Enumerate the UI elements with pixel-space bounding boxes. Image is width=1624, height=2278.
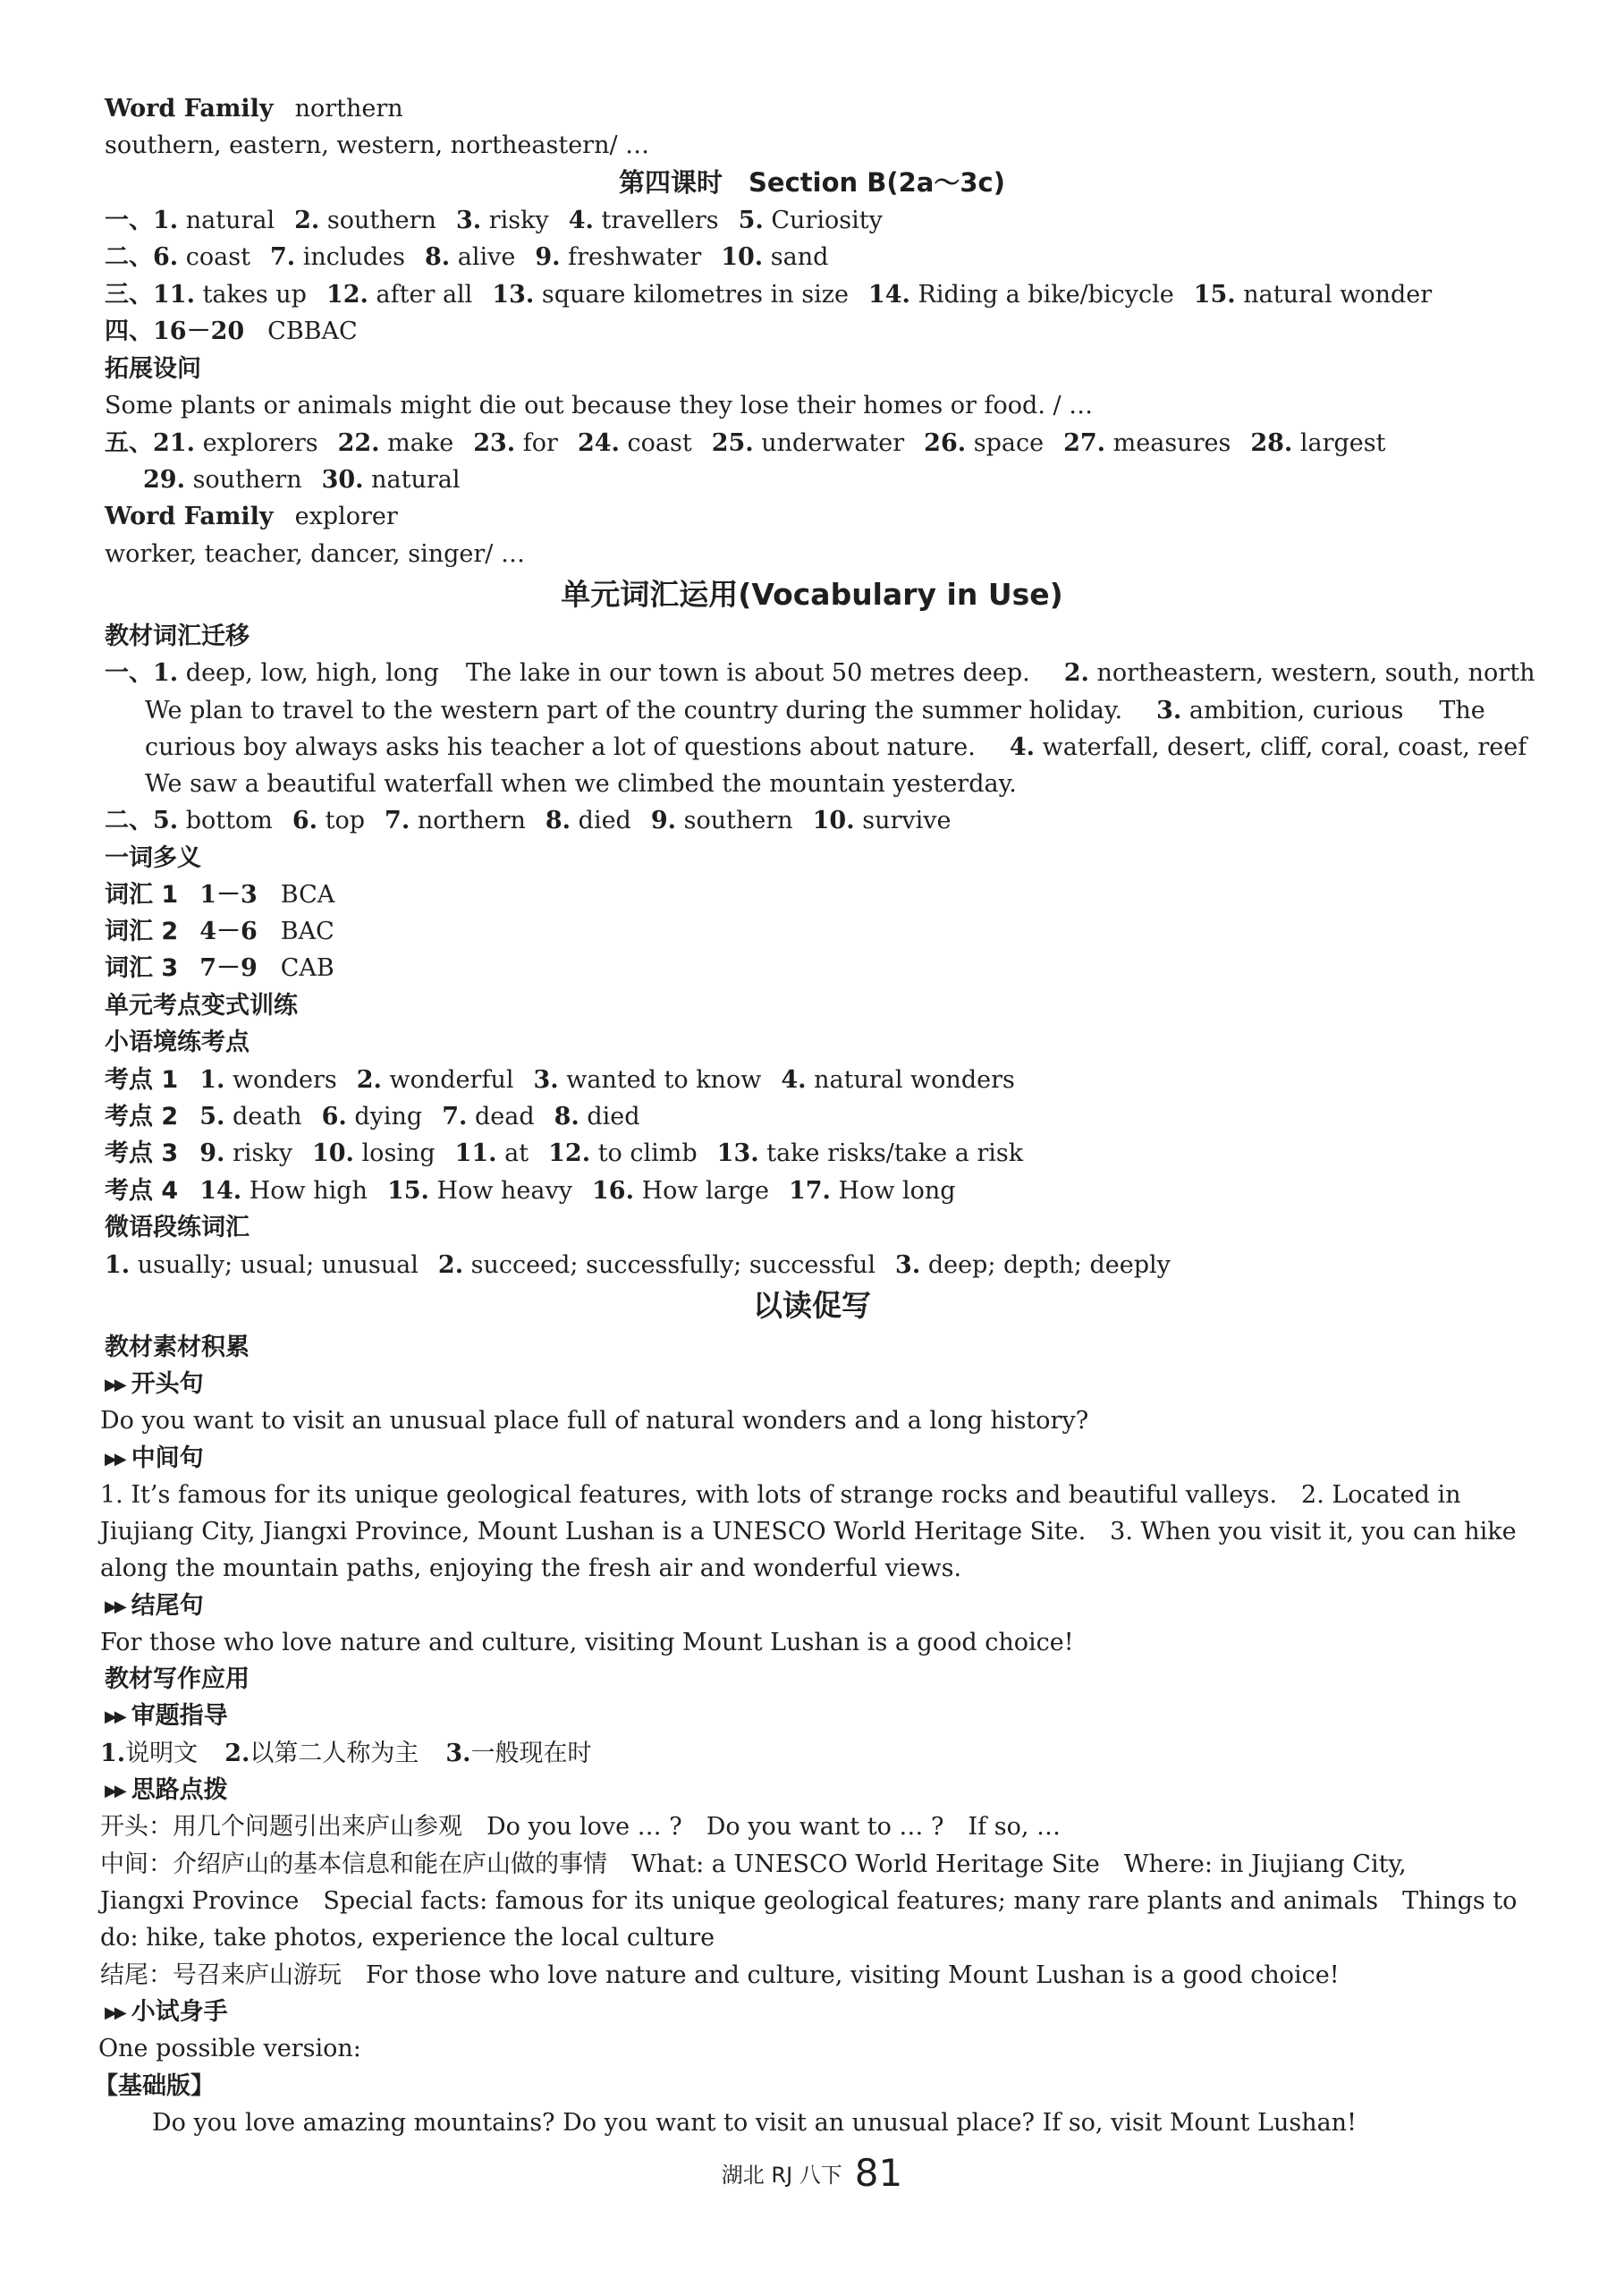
- exam-point-row: [105, 1173, 956, 1209]
- answer-number: 9.: [535, 243, 561, 271]
- answer-item: [326, 281, 472, 309]
- answer-item: [651, 807, 793, 834]
- micro-paragraph-answers: [105, 1248, 1171, 1283]
- guide-items: [100, 1736, 592, 1772]
- answer-text: space: [966, 429, 1045, 457]
- answer-text: take risks/take a risk: [758, 1139, 1024, 1167]
- lesson4-title: 第四课时 Section B(2a～3c): [619, 167, 1005, 198]
- answer-item: [717, 1139, 1023, 1167]
- answer-number: 4.: [568, 207, 594, 234]
- row-prefix: 一、: [105, 207, 153, 234]
- answer-text: alive: [450, 243, 516, 271]
- answer-number: 2.: [437, 1251, 464, 1279]
- answer-text: natural: [363, 466, 461, 494]
- answer-item: [385, 807, 526, 834]
- answer-text: northeastern, western, south, north: [1096, 659, 1535, 687]
- answer-number: 3.: [1156, 697, 1182, 724]
- answer-number: 9.: [650, 807, 677, 834]
- double-triangle-icon: ▶▶: [105, 1376, 124, 1394]
- answer-text: succeed; successfully; successful: [463, 1251, 876, 1279]
- answer-text: Curiosity: [763, 207, 883, 234]
- transfer-line-4: We saw a beautiful waterfall when we climbed the mountain yesterday.: [145, 770, 1017, 798]
- lesson4-row-1: [105, 203, 883, 239]
- example-sentence: The lake in our town is about 50 metres deep.: [465, 659, 1030, 687]
- idea-heading: [105, 1773, 228, 1809]
- answer-number: 2.: [1063, 659, 1089, 687]
- answer-number: 7－9: [199, 954, 258, 982]
- row-prefix: 二、: [105, 243, 153, 271]
- answer-text: largest: [1292, 429, 1386, 457]
- answer-number: 2.: [294, 207, 320, 234]
- answer-item: [442, 1103, 534, 1131]
- answer-text: How high: [241, 1177, 368, 1205]
- answer-item: [153, 243, 250, 271]
- example-sentence: curious boy always asks his teacher a lot of questions about nature.: [145, 733, 976, 761]
- accumulation-label: 教材素材积累: [105, 1334, 250, 1361]
- answer-number: 8.: [545, 807, 571, 834]
- answer-number: 2.: [224, 1740, 250, 1767]
- polysemy-item-label: 词汇 3: [105, 954, 179, 982]
- answer-item: [438, 1251, 875, 1279]
- answer-number: 12.: [548, 1139, 591, 1167]
- vocab-title: 单元词汇运用(Vocabulary in Use): [561, 577, 1063, 612]
- answer-number: 11.: [153, 281, 195, 309]
- opening-text: Do you want to visit an unusual place full of natural wonders and a long history?: [100, 1407, 1089, 1435]
- answer-text: waterfall, desert, cliff, coral, coast, reef: [1042, 733, 1527, 761]
- answer-number: 10.: [311, 1139, 354, 1167]
- answer-item: [294, 207, 436, 234]
- word-family-label: Word Family: [105, 503, 274, 530]
- answer-text: BAC: [280, 918, 334, 945]
- double-triangle-icon: ▶▶: [105, 1782, 124, 1800]
- idea-line: 中间：介绍庐山的基本信息和能在庐山做的事情 What: a UNESCO World Heritage Site Where: in Jiujiang City,: [100, 1850, 1407, 1878]
- answer-text: freshwater: [560, 243, 702, 271]
- exam-point-label: 考点 3: [105, 1139, 179, 1167]
- answer-item: [153, 429, 318, 457]
- polysemy-label: 一词多义: [105, 844, 201, 872]
- answer-number: 3.: [533, 1066, 559, 1094]
- answer-number: 8.: [554, 1103, 579, 1131]
- answer-text: travellers: [593, 207, 719, 234]
- answer-text: southern: [319, 207, 436, 234]
- answer-item: [1063, 429, 1231, 457]
- answer-item: [153, 207, 275, 234]
- answer-text: CAB: [280, 954, 334, 982]
- answer-item: [548, 1139, 698, 1167]
- answer-number: 14.: [199, 1177, 242, 1205]
- word-family-root: explorer: [294, 503, 398, 530]
- answer-number: 1.: [153, 659, 179, 687]
- row-prefix: 一、: [105, 659, 153, 687]
- answer-item: [338, 429, 454, 457]
- double-triangle-icon: ▶▶: [105, 2003, 124, 2022]
- answer-number: 16－20: [153, 318, 245, 345]
- answer-text: coast: [178, 243, 250, 271]
- exam-point-row: [105, 1063, 1015, 1098]
- answer-number: 23.: [473, 429, 516, 457]
- answer-item: [1250, 429, 1385, 457]
- answer-item: [924, 429, 1044, 457]
- answer-text: top: [317, 807, 366, 834]
- answer-text: CBBAC: [267, 318, 358, 345]
- example-sentence: We plan to travel to the western part of the country during the summer holiday.: [145, 697, 1123, 724]
- answer-number: 3.: [445, 1740, 471, 1767]
- answer-item: [425, 243, 515, 271]
- transfer-line-3: [145, 730, 1527, 766]
- answer-number: 7.: [269, 243, 296, 271]
- answer-number: 10.: [721, 243, 764, 271]
- answer-text: dying: [346, 1103, 423, 1131]
- lesson4-row-2: [105, 240, 828, 275]
- answer-number: 13.: [716, 1139, 759, 1167]
- answer-number: 6.: [321, 1103, 347, 1131]
- answer-text: BCA: [280, 881, 335, 909]
- answer-item: [153, 807, 273, 834]
- answer-number: 14.: [867, 281, 910, 309]
- answer-item: [322, 1103, 423, 1131]
- exam-point-label: 考点 1: [105, 1066, 179, 1094]
- polysemy-item-label: 词汇 1: [105, 881, 179, 909]
- answer-number: 1－3: [199, 881, 258, 909]
- answer-number: 4－6: [199, 918, 258, 945]
- answer-item: [535, 243, 701, 271]
- answer-item: [357, 1066, 514, 1094]
- exam-point-row: [105, 1136, 1023, 1172]
- exam-point-answers: [199, 1103, 639, 1131]
- transfer-line-2: [145, 693, 1485, 729]
- answer-item: [712, 429, 904, 457]
- answer-text: natural wonder: [1235, 281, 1433, 309]
- answer-text: to climb: [590, 1139, 698, 1167]
- lesson4-row-5b: [143, 462, 461, 498]
- answer-text: died: [579, 1103, 640, 1131]
- double-triangle-icon: ▶▶: [105, 1597, 124, 1616]
- answer-text: risky: [224, 1139, 292, 1167]
- basic-version-label: 【基础版】: [94, 2072, 215, 2100]
- answer-item: [578, 429, 692, 457]
- answer-text: for: [515, 429, 558, 457]
- polysemy-row: [105, 877, 334, 913]
- answer-text: deep, low, high, long: [185, 659, 439, 687]
- row-prefix: 四、: [105, 318, 153, 345]
- opening-label: 开头句: [131, 1370, 204, 1398]
- answer-number: 15.: [386, 1177, 429, 1205]
- answer-item: [492, 281, 849, 309]
- answer-item: [387, 1177, 572, 1205]
- middle-text-line: along the mountain paths, enjoying the fresh air and wonderful views.: [100, 1554, 962, 1582]
- idea-label: 思路点拨: [131, 1776, 228, 1804]
- answer-item: [533, 1066, 761, 1094]
- answer-number: 29.: [143, 466, 185, 494]
- footer-text: 湖北 RJ 八下: [721, 2163, 842, 2188]
- lesson4-row-5a: [105, 426, 1386, 462]
- polysemy-item-label: 词汇 2: [105, 918, 179, 945]
- version-label: One possible version:: [98, 2035, 361, 2062]
- guide-label: 审题指导: [131, 1702, 228, 1730]
- answer-item: [199, 1139, 292, 1167]
- answer-text: underwater: [753, 429, 905, 457]
- answer-text: How large: [633, 1177, 769, 1205]
- row-prefix: 三、: [105, 281, 153, 309]
- lesson4-row-3: [105, 277, 1432, 313]
- answer-text: takes up: [194, 281, 307, 309]
- answer-item: [456, 207, 549, 234]
- polysemy-row: [105, 914, 334, 950]
- word-family-line: [105, 91, 403, 127]
- answer-text: coast: [619, 429, 692, 457]
- answer-number: 1.: [199, 1066, 225, 1094]
- answer-text: wanted to know: [558, 1066, 762, 1094]
- answer-text: southern: [184, 466, 302, 494]
- micro-paragraph-label: 微语段练词汇: [105, 1214, 250, 1241]
- answer-number: 22.: [337, 429, 380, 457]
- answer-item: [105, 1251, 419, 1279]
- double-triangle-icon: ▶▶: [105, 1707, 124, 1726]
- answer-number: 3.: [895, 1251, 921, 1279]
- answer-text: measures: [1105, 429, 1231, 457]
- page-footer: [0, 2151, 1624, 2195]
- word-family-derived: worker, teacher, dancer, singer/ …: [105, 540, 525, 568]
- answer-number: 28.: [1250, 429, 1293, 457]
- answer-number: 9.: [199, 1139, 225, 1167]
- answer-number: 2.: [356, 1066, 382, 1094]
- answer-text: make: [379, 429, 454, 457]
- answer-item: [569, 207, 719, 234]
- word-family-label: Word Family: [105, 95, 274, 123]
- transfer-label: 教材词汇迁移: [105, 622, 250, 650]
- answer-text: explorers: [194, 429, 318, 457]
- polysemy-row: [105, 951, 334, 987]
- answer-text: survive: [854, 807, 952, 834]
- middle-label: 中间句: [131, 1444, 204, 1472]
- unit-training-label: 单元考点变式训练: [105, 992, 298, 1020]
- opening-heading: [105, 1367, 204, 1403]
- answer-item: [868, 281, 1174, 309]
- answer-number: 7.: [385, 807, 410, 834]
- answer-number: 3.: [455, 207, 482, 234]
- middle-text-line: Jiujiang City, Jiangxi Province, Mount Lushan is a UNESCO World Heritage Site. 3. When you visit it, you can hike: [100, 1518, 1517, 1545]
- answer-number: 7.: [442, 1103, 468, 1131]
- answer-number: 30.: [321, 466, 364, 494]
- answer-text: risky: [481, 207, 549, 234]
- answer-text: natural: [178, 207, 275, 234]
- answer-item: [292, 807, 365, 834]
- answer-text: ambition, curious: [1188, 697, 1404, 724]
- word-family-root: northern: [294, 95, 403, 123]
- answer-number: 12.: [326, 281, 368, 309]
- double-triangle-icon: ▶▶: [105, 1450, 124, 1469]
- exam-point-label: 考点 4: [105, 1177, 179, 1205]
- middle-heading: [105, 1441, 204, 1478]
- basic-version-text: Do you love amazing mountains? Do you want to visit an unusual place? If so, visit Mount Lushan!: [152, 2109, 1357, 2137]
- answer-number: 4.: [1009, 733, 1036, 761]
- answer-text: northern: [410, 807, 526, 834]
- exam-point-answers: [199, 1139, 1023, 1167]
- answer-text: Riding a bike/bicycle: [909, 281, 1174, 309]
- answer-number: 13.: [492, 281, 535, 309]
- answer-item: [312, 1139, 436, 1167]
- answer-text: died: [571, 807, 631, 834]
- answer-number: 24.: [577, 429, 620, 457]
- answer-number: 17.: [788, 1177, 831, 1205]
- answer-text: usually; usual; unusual: [130, 1251, 419, 1279]
- answer-number: 11.: [454, 1139, 497, 1167]
- answer-number: 5.: [153, 807, 179, 834]
- example-sentence: The: [1439, 697, 1485, 724]
- answer-item: [270, 243, 405, 271]
- answer-text: deep; depth; deeply: [920, 1251, 1171, 1279]
- transfer-line-5: [105, 803, 951, 839]
- answer-number: 6.: [292, 807, 318, 834]
- writing-application-label: 教材写作应用: [105, 1665, 250, 1693]
- answer-text: includes: [295, 243, 406, 271]
- answer-item: [789, 1177, 956, 1205]
- answer-item: [554, 1103, 640, 1131]
- answer-text: 一般现在时: [470, 1740, 592, 1767]
- exam-point-answers: [199, 1177, 955, 1205]
- ending-heading: [105, 1588, 204, 1625]
- idea-line: do: hike, take photos, experience the local culture: [100, 1924, 715, 1952]
- answer-item: [455, 1139, 529, 1167]
- answer-item: [199, 1103, 301, 1131]
- answer-item: [143, 466, 302, 494]
- answer-number: 1.: [153, 207, 179, 234]
- lesson4-row-4: [105, 314, 358, 350]
- answer-text: sand: [763, 243, 829, 271]
- exam-point-label: 考点 2: [105, 1103, 179, 1131]
- answer-text: natural wonders: [806, 1066, 1015, 1094]
- context-label: 小语境练考点: [105, 1029, 250, 1056]
- read-write-title: 以读促写: [753, 1288, 871, 1323]
- answer-item: [813, 807, 952, 834]
- answer-number: 21.: [153, 429, 195, 457]
- answer-number: 5.: [199, 1103, 225, 1131]
- answer-item: [739, 207, 883, 234]
- answer-text: southern: [676, 807, 793, 834]
- answer-number: 16.: [592, 1177, 634, 1205]
- answer-number: 10.: [812, 807, 855, 834]
- answer-text: wonderful: [381, 1066, 514, 1094]
- answer-item: [895, 1251, 1171, 1279]
- guide-heading: [105, 1698, 228, 1735]
- answer-item: [199, 1177, 368, 1205]
- exam-point-row: [105, 1099, 640, 1135]
- answer-item: [721, 243, 828, 271]
- extension-label: 拓展设问: [105, 355, 201, 383]
- answer-item: [199, 1066, 337, 1094]
- middle-text-line: 1. It’s famous for its unique geological features, with lots of strange rocks and beautiful valleys. 2. Located in: [100, 1481, 1461, 1509]
- idea-line: Jiangxi Province Special facts: famous for its unique geological features; many rare plants and animals Things to: [100, 1887, 1518, 1915]
- transfer-line-1: [105, 656, 1535, 691]
- answer-item: [322, 466, 461, 494]
- answer-number: 15.: [1193, 281, 1236, 309]
- exam-point-answers: [199, 1066, 1015, 1094]
- page-number: 81: [854, 2151, 903, 2195]
- answer-item: [781, 1066, 1015, 1094]
- answer-number: 27.: [1063, 429, 1106, 457]
- answer-number: 26.: [924, 429, 967, 457]
- answer-text: bottom: [178, 807, 273, 834]
- row-prefix: 二、: [105, 807, 153, 834]
- answer-text: How heavy: [428, 1177, 572, 1205]
- ending-text: For those who love nature and culture, visiting Mount Lushan is a good choice!: [100, 1629, 1074, 1656]
- answer-number: 5.: [738, 207, 764, 234]
- answer-item: [592, 1177, 769, 1205]
- idea-line: 结尾：号召来庐山游玩 For those who love nature and culture, visiting Mount Lushan is a good choice!: [100, 1961, 1340, 1989]
- word-family-derived: southern, eastern, western, northeastern/ …: [105, 131, 650, 159]
- answer-text: square kilometres in size: [534, 281, 849, 309]
- row-prefix: 五、: [105, 429, 153, 457]
- idea-line: 开头：用几个问题引出来庐山参观 Do you love … ? Do you want to … ? If so, …: [100, 1813, 1061, 1841]
- answer-text: dead: [467, 1103, 535, 1131]
- try-heading: [105, 1994, 228, 2031]
- answer-item: [546, 807, 631, 834]
- answer-item: [1194, 281, 1432, 309]
- word-family-line: [105, 499, 398, 535]
- extension-text: Some plants or animals might die out because they lose their homes or food. / …: [105, 392, 1094, 419]
- answer-number: 1.: [105, 1251, 131, 1279]
- answer-text: at: [496, 1139, 529, 1167]
- answer-text: death: [224, 1103, 302, 1131]
- answer-text: 说明文: [125, 1740, 199, 1767]
- answer-number: 25.: [711, 429, 754, 457]
- answer-item: [473, 429, 558, 457]
- answer-text: after all: [368, 281, 473, 309]
- answer-text: 以第二人称为主: [250, 1740, 419, 1767]
- answer-item: [153, 281, 307, 309]
- answer-text: wonders: [224, 1066, 337, 1094]
- answer-text: How long: [830, 1177, 956, 1205]
- ending-label: 结尾句: [131, 1592, 204, 1620]
- answer-text: losing: [353, 1139, 436, 1167]
- answer-number: 1.: [100, 1740, 126, 1767]
- try-label: 小试身手: [131, 1998, 228, 2026]
- answer-number: 8.: [425, 243, 451, 271]
- answer-number: 4.: [781, 1066, 807, 1094]
- answer-number: 6.: [153, 243, 179, 271]
